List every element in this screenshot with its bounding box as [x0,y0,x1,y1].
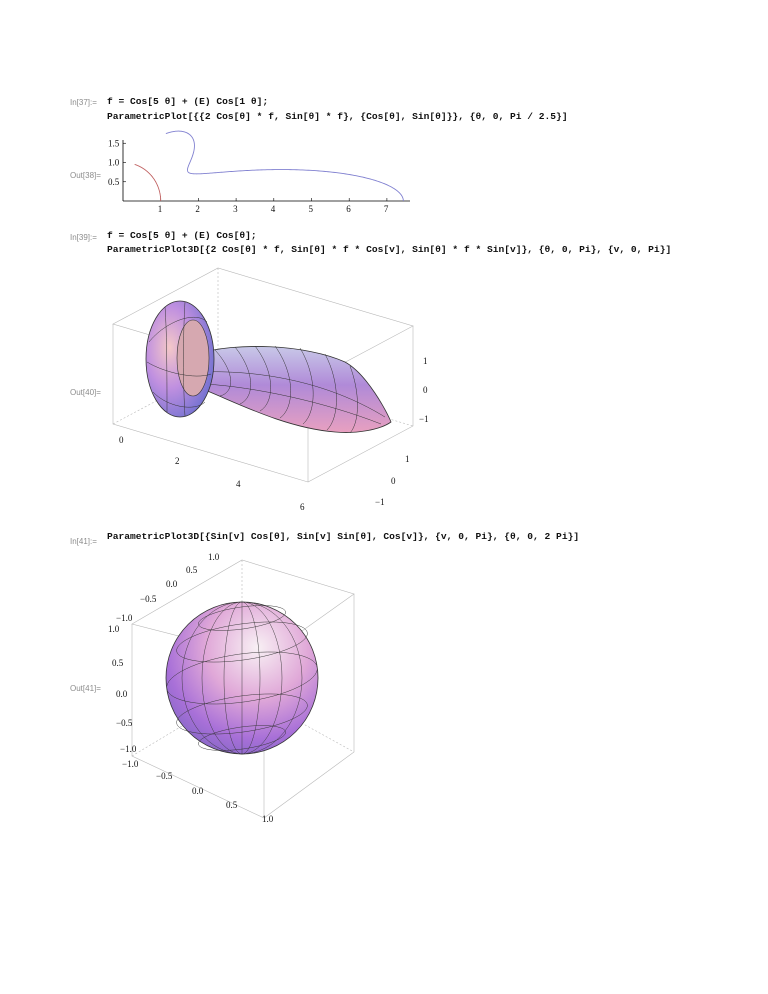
x-tick-label: 3 [233,204,238,214]
tick-label: 0.0 [166,579,178,589]
y-tick-label: 0.5 [108,176,120,187]
tick-label: 0.5 [186,565,198,575]
tick-label: −1.0 [116,613,133,623]
x-tick-label: 4 [270,204,276,214]
tick-label: −1 [419,414,429,424]
tick-label: −1.0 [120,744,137,754]
tick-label: 1 [405,454,410,464]
tick-label: −0.5 [116,718,133,728]
code-line[interactable]: ParametricPlot[{{2 Cos[θ] * f, Sin[θ] * f}, {Cos[θ], Sin[θ]}}, {θ, 0, Pi / 2.5}] [107,111,568,122]
input-label: In[41]:= [70,537,97,546]
output-label: Out[40]= [70,388,101,397]
parametric-plot-2d[interactable] [108,130,415,214]
tick-label: 1.0 [208,552,220,562]
tick-label: 0.0 [116,689,128,699]
tick-label: 1.0 [262,814,274,824]
x-tick-label: 1 [157,204,163,214]
input-label: In[39]:= [70,233,97,242]
tick-label: −1 [375,497,385,507]
parametric-plot-3d-sphere[interactable] [100,550,370,830]
parametric-plot-3d-mushroom[interactable] [105,262,445,522]
series-line [135,164,161,201]
code-line[interactable]: ParametricPlot3D[{Sin[v] Cos[θ], Sin[v] Sin[θ], Cos[v]}, {v, 0, Pi}, {θ, 0, 2 Pi}] [107,531,580,542]
input-label: In[37]:= [70,98,97,107]
tick-label: −1.0 [122,759,139,769]
y-tick-label: 1.5 [108,138,120,149]
x-tick-label: 6 [346,204,351,214]
tick-label: 1.0 [108,624,120,634]
tick-label: 0.5 [226,800,238,810]
x-tick-label: 7 [383,204,389,214]
tick-label: 4 [236,479,241,489]
surface-body [197,346,391,432]
x-tick-label: 2 [195,204,200,214]
tick-label: 0 [423,385,428,395]
y-tick-label: 1.0 [108,157,120,168]
tick-label: 2 [175,456,180,466]
code-line[interactable]: ParametricPlot3D[{2 Cos[θ] * f, Sin[θ] * f * Cos[v], Sin[θ] * f * Sin[v]}, {θ, 0, Pi}, {v, 0, Pi}] [107,244,672,255]
tick-label: 0 [119,435,124,445]
tick-label: −0.5 [156,771,173,781]
code-line[interactable]: f = Cos[5 θ] + (E) Cos[1 θ]; [107,96,269,107]
tick-label: 6 [300,502,305,512]
tick-label: −0.5 [140,594,157,604]
series-line [166,131,403,201]
x-tick-label: 5 [308,204,313,214]
tick-label: 0 [391,476,396,486]
tick-label: 0.5 [112,658,124,668]
tick-label: 1 [423,356,428,366]
code-line[interactable]: f = Cos[5 θ] + (E) Cos[θ]; [107,230,257,241]
output-label: Out[38]= [70,171,101,180]
output-label: Out[41]= [70,684,101,693]
tick-label: 0.0 [192,786,204,796]
